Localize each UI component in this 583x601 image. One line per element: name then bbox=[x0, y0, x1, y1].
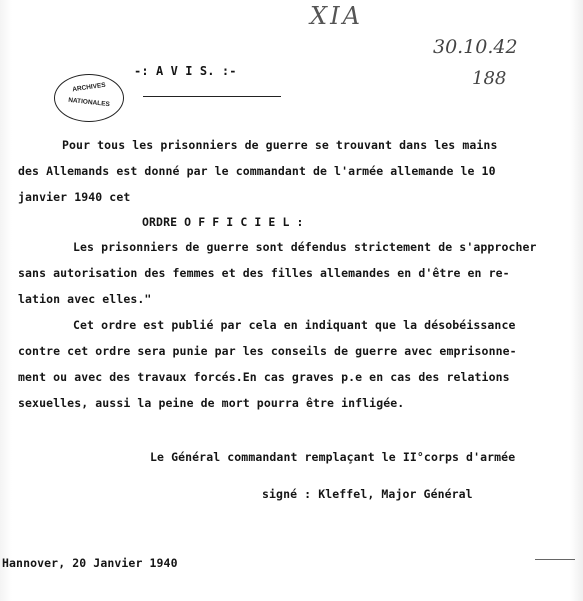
folio-number: 188 bbox=[472, 68, 507, 89]
place-date: Hannover, 20 Janvier 1940 bbox=[2, 556, 178, 570]
stamp-text-nationales: NATIONALES bbox=[67, 96, 111, 109]
archives-nationales-stamp bbox=[54, 74, 124, 122]
date-note: 30.10.42 bbox=[433, 36, 518, 58]
paragraph-2-line-1: Les prisonniers de guerre sont défendus strictement de s'approcher bbox=[73, 240, 537, 254]
paragraph-3-line-2: contre cet ordre sera punie par les conseils de guerre avec emprisonne- bbox=[18, 344, 517, 358]
paragraph-2-line-3: lation avec elles." bbox=[18, 292, 152, 306]
document-title: -: A V I S. :- bbox=[134, 64, 237, 78]
archive-mark: XIA bbox=[310, 2, 363, 30]
signature-line-1: Le Général commandant remplaçant le II°corps d'armée bbox=[150, 450, 516, 464]
signature-line-2: signé : Kleffel, Major Général bbox=[262, 487, 473, 501]
paragraph-1-line-2: des Allemands est donné par le commandant de l'armée allemande le 10 bbox=[18, 164, 496, 178]
paragraph-1-line-3: janvier 1940 cet bbox=[18, 190, 131, 204]
title-underline bbox=[143, 96, 281, 97]
order-heading: ORDRE O F F I C I E L : bbox=[142, 215, 304, 229]
paragraph-2-line-2: sans autorisation des femmes et des filles allemandes en d'être en re- bbox=[18, 266, 510, 280]
paragraph-1-line-1: Pour tous les prisonniers de guerre se trouvant dans les mains bbox=[62, 138, 498, 152]
paragraph-3-line-1: Cet ordre est publié par cela en indiquant que la désobéissance bbox=[73, 318, 516, 332]
stamp-text-archives: ARCHIVES bbox=[71, 81, 107, 94]
edge-mark bbox=[535, 559, 575, 560]
paragraph-3-line-4: sexuelles, aussi la peine de mort pourra être infligée. bbox=[18, 396, 405, 410]
paragraph-3-line-3: ment ou avec des travaux forcés.En cas graves p.e en cas des relations bbox=[18, 370, 510, 384]
